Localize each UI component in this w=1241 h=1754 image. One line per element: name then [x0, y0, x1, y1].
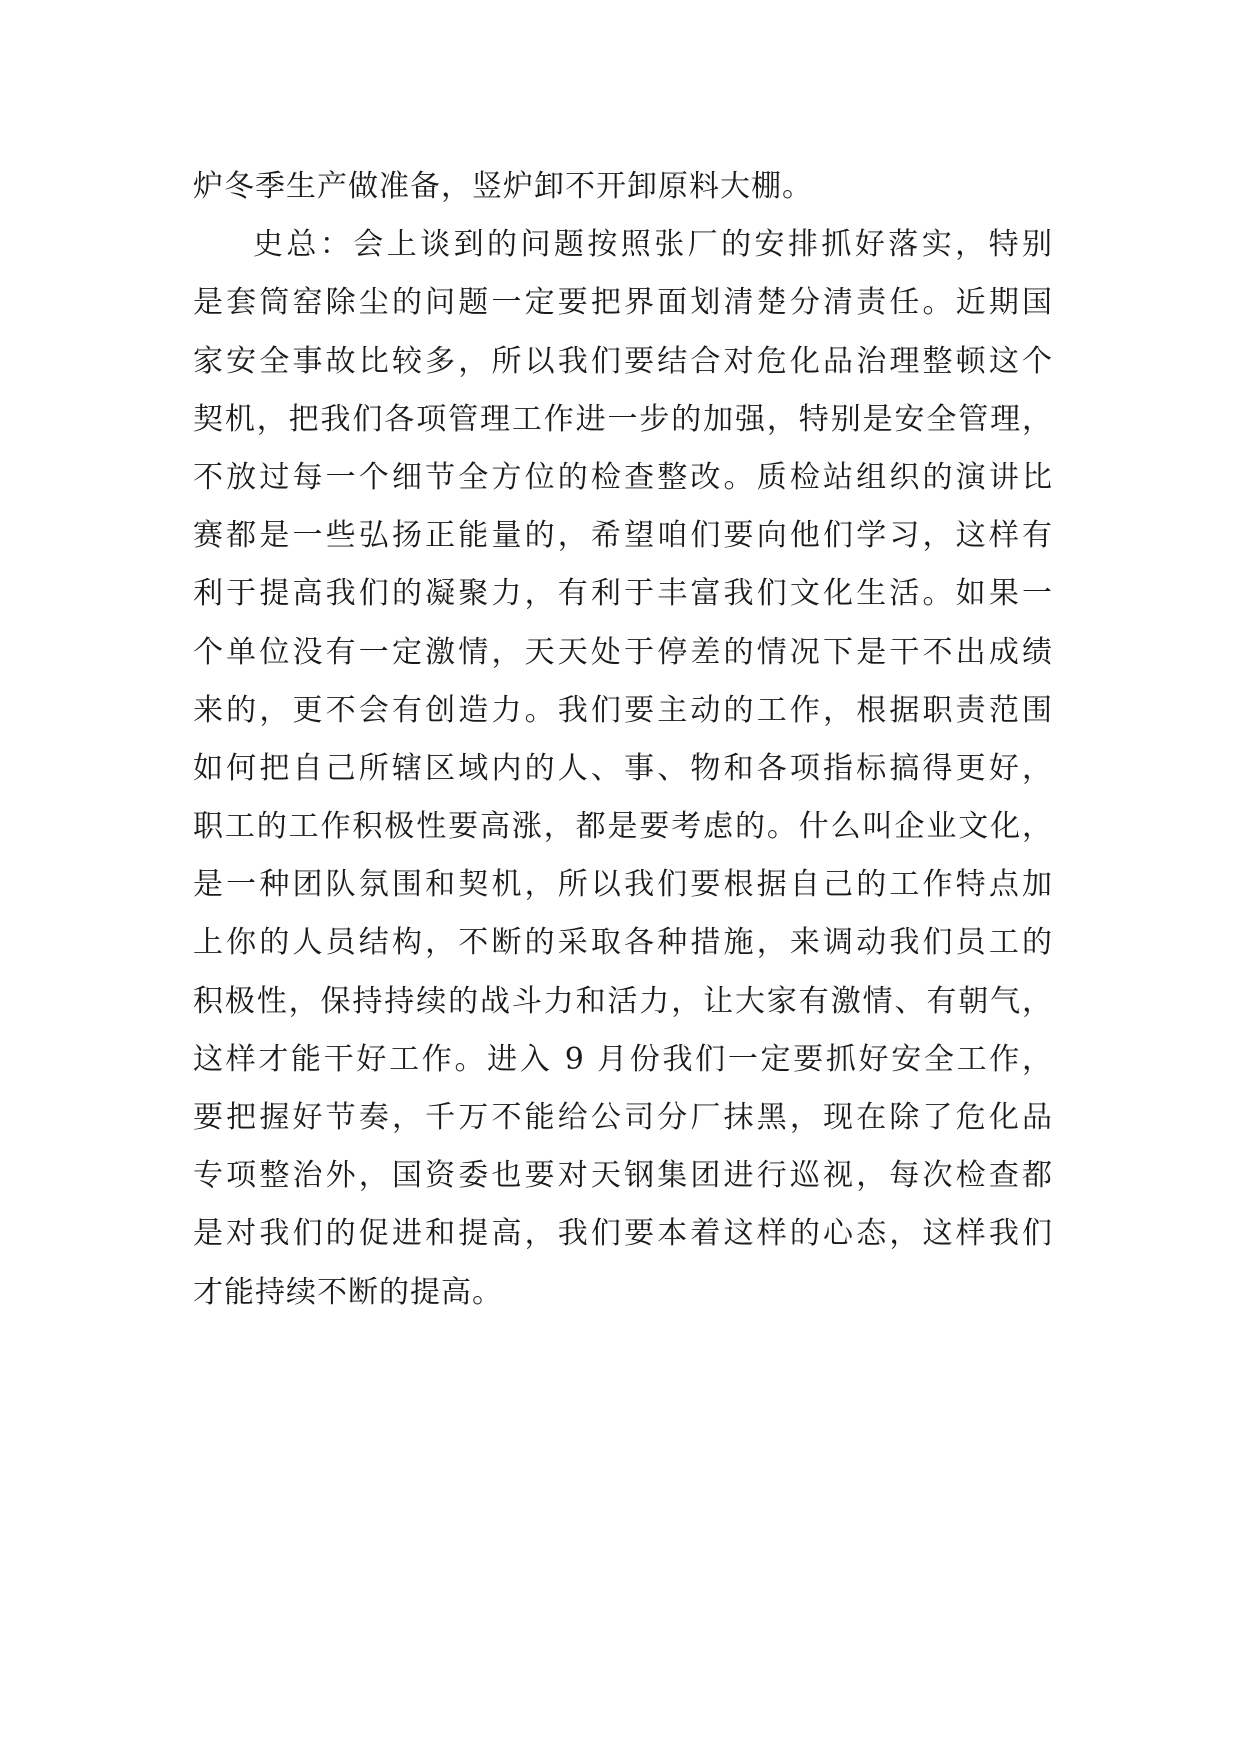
- text-line: 专项整治外，国资委也要对天钢集团进行巡视，每次检查都: [193, 1158, 1053, 1194]
- text-line: 这样才能干好工作。进入 9 月份我们一定要抓好安全工作，: [193, 1041, 1053, 1077]
- text-line: 如何把自己所辖区域内的人、事、物和各项指标搞得更好，: [193, 750, 1053, 786]
- text-line: 是套筒窑除尘的问题一定要把界面划清楚分清责任。近期国: [193, 285, 1053, 321]
- text-line: 家安全事故比较多，所以我们要结合对危化品治理整顿这个: [193, 343, 1053, 379]
- text-line: 个单位没有一定激情，天天处于停差的情况下是干不出成绩: [193, 634, 1053, 670]
- text-line: 不放过每一个细节全方位的检查整改。质检站组织的演讲比: [193, 459, 1053, 495]
- document-body: [193, 158, 1053, 1322]
- text-line: 赛都是一些弘扬正能量的，希望咱们要向他们学习，这样有: [193, 518, 1053, 554]
- text-line: 利于提高我们的凝聚力，有利于丰富我们文化生活。如果一: [193, 576, 1053, 612]
- text-line: 炉冬季生产做准备，竖炉卸不开卸原料大棚。: [193, 169, 813, 204]
- text-line: 职工的工作积极性要高涨，都是要考虑的。什么叫企业文化，: [193, 809, 1053, 845]
- text-line: 是对我们的促进和提高，我们要本着这样的心态，这样我们: [193, 1216, 1053, 1252]
- text-line: 要把握好节奏，千万不能给公司分厂抹黑，现在除了危化品: [193, 1100, 1053, 1135]
- text-line: 才能持续不断的提高。: [193, 1274, 503, 1310]
- text-line: 上你的人员结构，不断的采取各种措施，来调动我们员工的: [193, 925, 1053, 961]
- text-line: 积极性，保持持续的战斗力和活力，让大家有激情、有朝气，: [193, 983, 1053, 1019]
- text-line: 契机，把我们各项管理工作进一步的加强，特别是安全管理，: [193, 401, 1053, 437]
- text-line: 来的，更不会有创造力。我们要主动的工作，根据职责范围: [193, 692, 1053, 728]
- text-line: 史总：会上谈到的问题按照张厂的安排抓好落实，特别: [253, 227, 1053, 263]
- text-line: 是一种团队氛围和契机，所以我们要根据自己的工作特点加: [193, 867, 1053, 903]
